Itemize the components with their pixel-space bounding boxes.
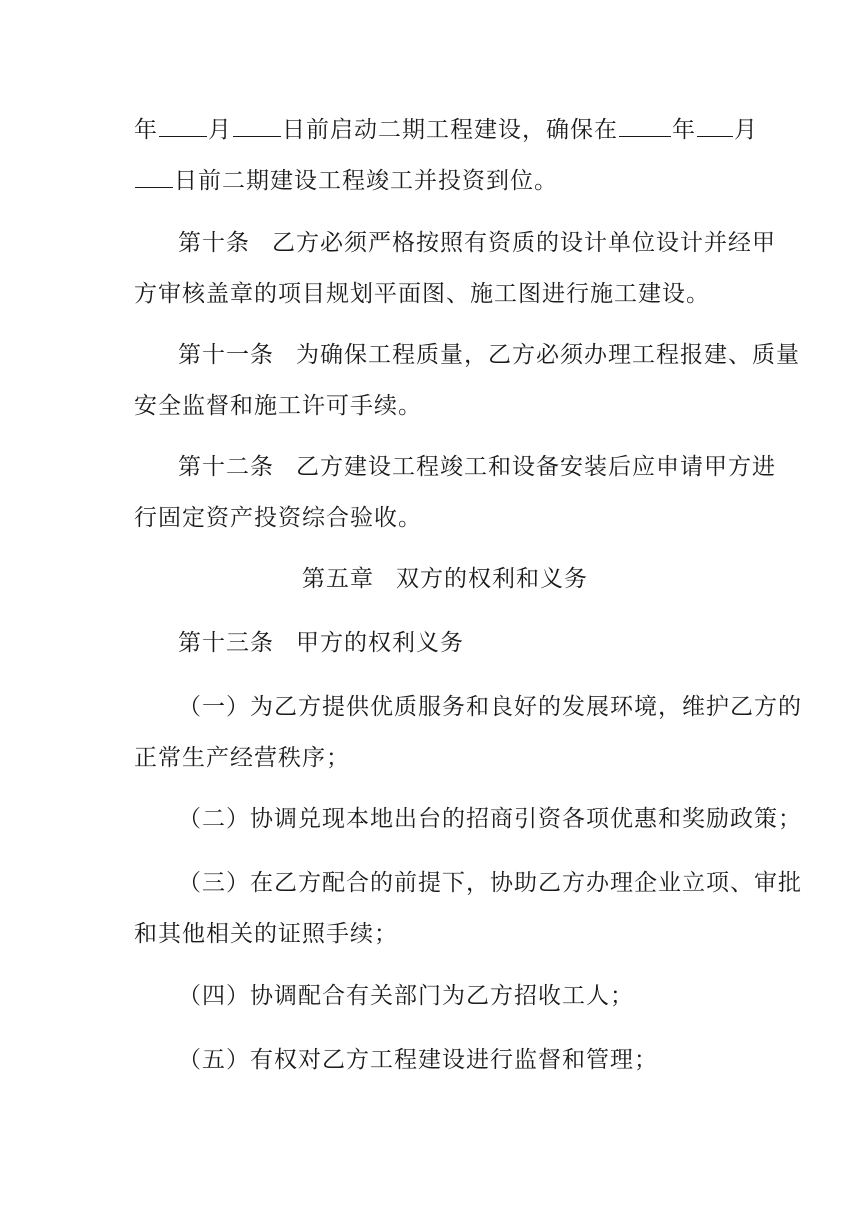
item-text: 为乙方提供优质服务和良好的发展环境，维护乙方的	[250, 694, 802, 720]
item-number: （二）	[178, 806, 250, 832]
chapter-heading	[302, 565, 588, 593]
blank-month	[233, 116, 281, 137]
intro-text: 日前启动二期工程建设，确保在	[282, 117, 618, 143]
article-text: 安全监督和施工许可手续。	[134, 393, 422, 419]
item-number: （三）	[178, 870, 250, 896]
intro-text: 月	[734, 117, 758, 143]
item-3-line-2	[134, 920, 398, 948]
article-label: 第十三条	[178, 630, 274, 656]
intro-line-2	[134, 167, 558, 195]
item-2-line-1	[178, 805, 802, 833]
item-1-line-2	[134, 744, 350, 772]
intro-text: 月	[208, 117, 232, 143]
article-text: 为确保工程质量，乙方必须办理工程报建、质量	[296, 342, 800, 368]
article-text: 乙方必须严格按照有资质的设计单位设计并经甲	[272, 230, 776, 256]
item-3-line-1	[178, 869, 802, 897]
article-title: 甲方的权利义务	[296, 630, 464, 656]
intro-text: 日前二期建设工程竣工并投资到位。	[174, 168, 558, 194]
article-label: 第十条	[178, 230, 250, 256]
item-1-line-1	[178, 693, 802, 721]
chapter-title: 双方的权利和义务	[396, 566, 588, 592]
item-text: 在乙方配合的前提下，协助乙方办理企业立项、审批	[250, 870, 802, 896]
chapter-label: 第五章	[302, 566, 374, 592]
article-text: 方审核盖章的项目规划平面图、施工图进行施工建设。	[134, 281, 710, 307]
article-text: 行固定资产投资综合验收。	[134, 505, 422, 531]
intro-text: 年	[134, 117, 158, 143]
blank-year	[159, 116, 207, 137]
article-12-line-2	[134, 504, 422, 532]
item-number: （一）	[178, 694, 250, 720]
article-11-line-1	[178, 341, 800, 369]
item-text: 有权对乙方工程建设进行监督和管理；	[250, 1047, 658, 1073]
item-number: （五）	[178, 1047, 250, 1073]
item-text: 协调兑现本地出台的招商引资各项优惠和奖励政策；	[250, 806, 802, 832]
item-text: 正常生产经营秩序；	[134, 745, 350, 771]
intro-text: 年	[672, 117, 696, 143]
item-text: 和其他相关的证照手续；	[134, 921, 398, 947]
article-10-line-1	[178, 229, 776, 257]
article-13-heading	[178, 629, 464, 657]
article-11-line-2	[134, 392, 422, 420]
blank-day	[135, 167, 173, 188]
blank-year	[619, 116, 671, 137]
item-4-line-1	[178, 982, 634, 1010]
article-label: 第十一条	[178, 342, 274, 368]
article-text: 乙方建设工程竣工和设备安装后应申请甲方进	[296, 454, 776, 480]
item-5-line-1	[178, 1046, 658, 1074]
item-number: （四）	[178, 983, 250, 1009]
article-10-line-2	[134, 280, 710, 308]
item-text: 协调配合有关部门为乙方招收工人；	[250, 983, 634, 1009]
blank-month	[697, 116, 733, 137]
article-12-line-1	[178, 453, 776, 481]
article-label: 第十二条	[178, 454, 274, 480]
intro-line-1	[134, 116, 758, 144]
